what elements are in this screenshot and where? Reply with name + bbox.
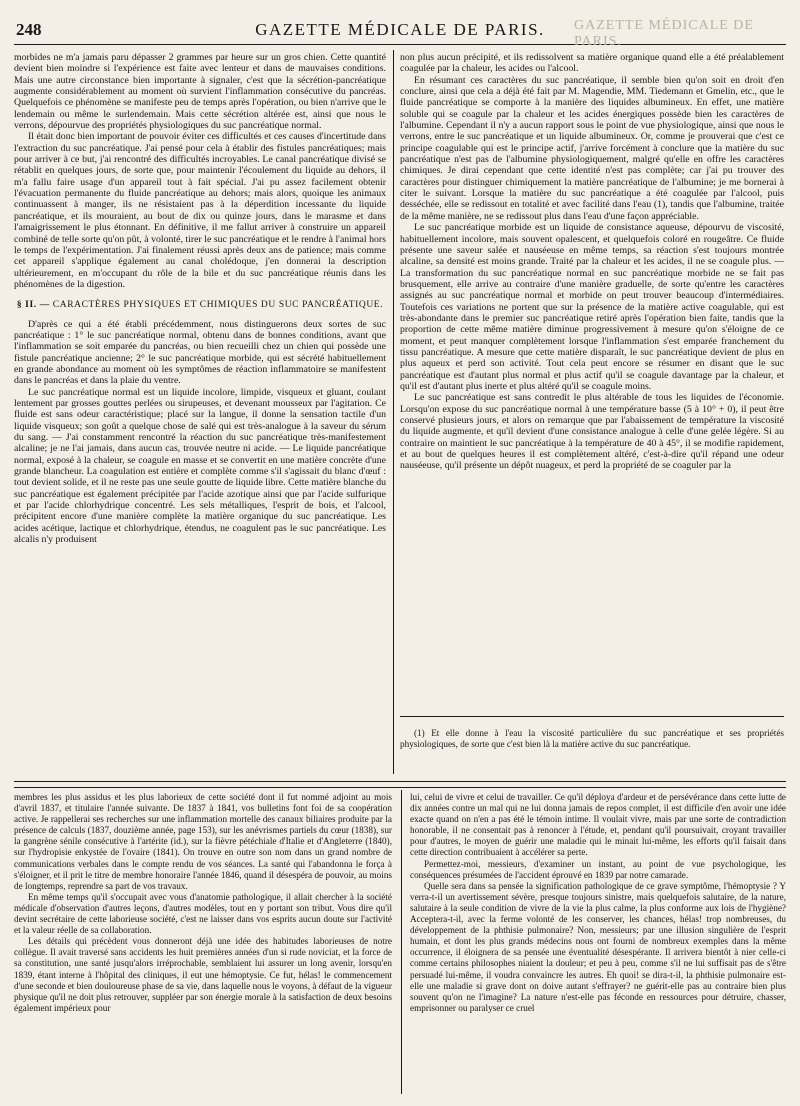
paragraph: Le suc pancréatique est sans contredit le plus altérable de tous les liquides de l'économie. Lorsqu'on expose du suc pancréatique normal à une température basse (5 à 10° + 0), il peut être conservé plusieurs jours, et alors on remarque que par l'abaissement de température la viscosité du liquide augmente, et qu'il devient d'une consistance analogue à celle d'une gelée légère. Si au contraire on maintient le suc pancréatique à la température de 40 à 45°, il se modifie rapidement, et au bout de quelques heures il est complètement altéré, c'est-à-dire qu'il répand une odeur nauséeuse, qu'il présente un dépôt nuageux, et perd la propriété de se coaguler par la [400, 392, 784, 472]
footnote-text: (1) Et elle donne à l'eau la viscosité particulière du suc pancréatique et ses propriétés physiologiques, de sorte que c'est bien là la matière active du suc pancréatique. [400, 728, 784, 749]
footnote [400, 728, 784, 772]
section-heading [14, 300, 386, 311]
paragraph: morbides ne m'a jamais paru dépasser 2 grammes par heure sur un gros chien. Cette quantité devient bien moindre si l'expérience est faite avec lenteur et dans de mauvaises conditions. Mais une autre circonstance bien importante à signaler, c'est que la sécrétion-pancréatique augmente considérablement au moment où survient l'inflammation consécutive du pancréas. Quelquefois ce phénomène se manifeste peu de temps après l'opération, ou bien n'arrive que le lendemain ou même le surlendemain. Mais cette sécrétion altérée est, ainsi que nous le verrons, dépourvue des propriétés physiologiques du suc pancréatique normal. [14, 52, 386, 132]
paragraph: En résumant ces caractères du suc pancréatique, il semble bien qu'on soit en droit d'en conclure, ainsi que cela a déjà été fait par M. Magendie, MM. Tiedemann et Gmelin, etc., que le fluide pancréatique se comporte à la manière des liquides albumineux. En effet, une matière soluble qui se coagule par la chaleur et les acides énergiques possède bien les caractères de l'albumine. Cependant il n'y a aucun rapport sous le point de vue physiologique, ainsi que nous le verrons, entre le suc pancréatique et un liquide albumineux. Or, comme je prouverai que c'est ce principe coagulable qui est le principe actif, j'arrive forcément à conclure que la matière du suc pancréatique n'est pas de l'albumine physiologiquement, malgré qu'elle en offre les caractères chimiques. Je dirai cependant que cette identité n'est pas complète; car j'ai pu trouver des caractères pour distinguer chimiquement la matière pancréatique de l'albumine; je me bornerai à citer le suivant. Lorsque la matière du suc pancréatique a été coagulée par l'alcool, puis desséchée, elle se redissout en totalité et avec facilité dans l'eau (1), tandis que l'albumine, traitée de la même manière, ne se redissout plus dans l'eau d'une façon appréciable. [400, 74, 784, 222]
paragraph: Quelle sera dans sa pensée la signification pathologique de ce grave symptôme, l'hémoptysie ? Y verra-t-il un avertissement sévère, presque toujours sinistre, mais quelquefois salutaire, de la nature, salutaire à la seule condition de vivre de la vie la plus calme, la plus conforme aux lois de l'hygiène? Acceptera-t-il, avec la ferme volonté de les conserver, les chances, hélas! trop nombreuses, du développement de la phthisie pulmonaire? Non, messieurs; par une illusion singulière de l'esprit humain, et dont les plus grands médecins nous ont fourni de nombreux exemples dans la même occurrence, il éloignera de sa pensée une éventualité désespérante. Il arrivera bientôt à nier celle-ci comme certains philosophes niaient la douleur; et peu à peu, comme s'il ne lui suffisait pas de s'être persuadé lui-même, il voudra convaincre les autres. Eh quoi! se dira-t-il, la phthisie pulmonaire est-elle une maladie si grave dont on doive autant s'effrayer? ne guérit-elle pas au contraire bien plus souvent qu'on ne l'imagine? La nature n'est-elle pas féconde en ressources pour détruire, chasser, emprisonner ou paralyser ce cruel [410, 880, 786, 1013]
paragraph: Les détails qui précèdent vous donneront déjà une idée des habitudes laborieuses de notre collègue. Il avait traversé sans accidents les huit premières années d'un si rude noviciat, et la force de sa constitution, une santé jusqu'alors irréprochable, semblaient lui assurer un long avenir, lorsqu'en 1839, étant interne à l'hôpital des cliniques, il eut une hémoptysie. Ce fut, hélas! le commencement d'une seconde et bien douloureuse phase de sa vie, dans laquelle nous le voyons, à défaut de la vigueur physique qu'il ne doit plus retrouver, suppléer par son énergie morale à la satisfaction de deux besoins également impérieux pour [14, 936, 392, 1013]
page-number: 248 [16, 20, 42, 39]
paragraph: lui, celui de vivre et celui de travailler. Ce qu'il déploya d'ardeur et de persévérance dans cette lutte de dix années contre un mal qui ne lui donna jamais de repos complet, il est difficile d'en avoir une idée exacte quand on n'en a pas été le témoin intime. Il voulait vivre, mais par une sorte de contradiction honorable, il ne consentait pas à renoncer à l'étude, et, pendant qu'il poursuivait, croyant travailler pour d'autres, le moyen de guérir une maladie qui le minait lui-même, les efforts qu'il faisait dans cette direction contribuaient à accélérer sa perte. [410, 792, 786, 858]
feuilleton-divider [14, 781, 786, 788]
paragraph: Il était donc bien important de pouvoir éviter ces difficultés et ces causes d'incertitude dans l'extraction du suc pancréatique. J'ai pensé pour cela à établir des fistules pancréatiques; mais pour arriver à ce but, j'ai rencontré des difficultés incroyables. Le canal pancréatique divisé se rétablit en quelques jours, de sorte que, pour maintenir l'écoulement du liquide au dehors, il m'a fallu faire usage d'un appareil tout à fait spécial. J'ai pu assez facilement obtenir l'évacuation permanente du fluide pancréatique au dehors; mais alors, quoique les animaux continuassent à manger, ils ne résistaient pas à la déperdition incessante du liquide pancréatique, et ils mouraient, au bout de dix ou quinze jours, dans le marasme et dans l'amaigrissement le plus étonnant. En définitive, il me fallut arriver à construire un appareil combiné de telle sorte qu'on pût, à volonté, tirer le suc pancréatique et le rendre à l'animal hors le temps de l'expérimentation. J'ai finalement réussi après deux ans de patience; mais comme cet appareil s'applique également au canal cholédoque, j'en donnerai la description ultérieurement, en m'occupant du rôle de la bile et du suc pancréatique réunis dans les phénomènes de la digestion. [14, 131, 386, 290]
left-column [14, 52, 386, 774]
journal-title: GAZETTE MÉDICALE DE PARIS. [255, 20, 545, 39]
page-header [14, 18, 786, 49]
paragraph: non plus aucun précipité, et ils redissolvent sa matière organique quand elle a été préalablement coagulée par la chaleur, les acides ou l'alcool. [400, 52, 784, 75]
paragraph: Le suc pancréatique normal est un liquide incolore, limpide, visqueux et gluant, coulant lentement par grosses gouttes perlées ou sirupeuses, et devenant mousseux par l'agitation. Ce fluide est sans odeur caractéristique; placé sur la langue, il donne la sensation tactile d'un liquide visqueux; son goût a quelque chose de salé qui est très-analogue à la saveur du sérum du sang. — J'ai constamment rencontré la réaction du suc pancréatique très-manifestement alcaline; je ne l'ai jamais, dans aucun cas, trouvée neutre ni acide. — Le liquide pancréatique normal, exposé à la chaleur, se coagule en masse et se convertit en une matière concrète d'une grande blancheur. La coagulation est entière et complète comme s'il s'agissait du blanc d'œuf : tout devient solide, et il ne reste pas une seule goutte de liquide libre. Cette matière blanche du suc pancréatique est également précipitée par l'acide azotique ainsi que par l'acide sulfurique et par l'acide chlorhydrique concentré. Les sels métalliques, l'esprit de bois, et l'alcool, précipitent encore d'une manière complète la matière organique du suc pancréatique. Les acides acétique, lactique et chlorhydrique, étendus, ne coagulent pas le suc pancréatique. Les alcalis n'y produisent [14, 386, 386, 546]
feuilleton-left-column [14, 792, 392, 1092]
paragraph: membres les plus assidus et les plus laborieux de cette société dont il fut nommé adjoint au mois d'avril 1837, et titulaire l'année suivante. De 1837 à 1841, vos bulletins font foi de sa coopération active. Je rappellerai ses recherches sur une inflammation mortelle des canaux biliaires produite par la présence de calculs (1837, douzième année, page 153), sur les anévrismes partiels du cœur (1838), sur la gangrène sénile consécutive à l'artérite (id.), sur la fièvre pétéchiale d'Italie et d'Angleterre (1840), sur l'hydropisie enkystée de l'ovaire (1841). On trouve en outre son nom dans un grand nombre de communications verbales dans le compte rendu de vos séances. La santé qui l'abandonna le força à s'éloigner, et il prit le titre de membre honoraire l'année 1846, quand il désespéra de pouvoir, au moins de longtemps, reprendre sa part de vos travaux. [14, 792, 392, 891]
paragraph: Permettez-moi, messieurs, d'examiner un instant, au point de vue psychologique, les conséquences présumées de l'accident éprouvé en 1839 par notre camarade. [410, 858, 786, 880]
section-title: CARACTÈRES PHYSIQUES ET CHIMIQUES DU SUC PANCRÉATIQUE. [52, 300, 384, 311]
footnote-divider [400, 716, 784, 717]
column-divider [393, 50, 394, 774]
paragraph: D'après ce qui a été établi précédemment, nous distinguerons deux sortes de suc pancréatique : 1° le suc pancréatique normal, obtenu dans de bonnes conditions, avant que l'inflammation se soit emparée du pancréas, ou bien recueilli chez un chien qui possède une fistule pancréatique ancienne; 2° le suc pancréatique morbide, qui est sécrété habituellement en grande abondance au moment où les symptômes de réaction inflammatoire se manifestent dans le pancréas et dans la plaie du ventre. [14, 318, 386, 387]
bleed-through-text: GAZETTE MÉDICALE DE PARIS. [574, 18, 754, 49]
paragraph: En même temps qu'il s'occupait avec vous d'anatomie pathologique, il allait chercher à la société médicale d'observation d'autres leçons, d'autres modèles, tout en y portant son tribut. Vous dire qu'il devint secrétaire de cette laborieuse société, c'est ne laisser dans vos esprits aucun doute sur l'activité et la valeur réelle de sa collaboration. [14, 891, 392, 936]
feuilleton-right-column [410, 792, 786, 1092]
section-symbol: § II. — [16, 300, 50, 311]
paragraph: Le suc pancréatique morbide est un liquide de consistance aqueuse, dépourvu de viscosité, habituellement incolore, mais souvent opalescent, et quelquefois coloré en rougeâtre. Ce fluide présente une saveur salée et nauséeuse en même temps, sa réaction s'est toujours montrée alcaline, sa densité est moins grande. Traité par la chaleur et les acides, il ne se coagule plus. — La transformation du suc pancréatique normal en suc pancréatique morbide ne se fait pas brusquement, elle arrive au contraire d'une manière graduelle, de sorte qu'entre les caractères assignés au suc pancréatique normal et morbide on peut trouver beaucoup d'intermédiaires. Toutefois ces variations ne portent que sur la présence de la matière active coagulable, qui est très-abondante dans le premier suc pancréatique retiré après l'opération bien faite, tandis que la proportion de cette même matière diminue progressivement à mesure qu'on s'éloigne de ce moment, et peut manquer complètement lorsque l'inflammation s'est emparée franchement du tissu pancréatique. A mesure que cette matière disparaît, le suc pancréatique devient de plus en plus aqueux et perd son activité. Tout cela peut encore se résumer en disant que le suc pancréatique est d'autant plus normal et plus actif qu'il se coagule davantage par la chaleur, et qu'il est d'autant plus inerte et plus altéré qu'il se coagule moins. [400, 222, 784, 392]
feuilleton-column-divider [401, 790, 402, 1094]
right-column [400, 52, 784, 708]
